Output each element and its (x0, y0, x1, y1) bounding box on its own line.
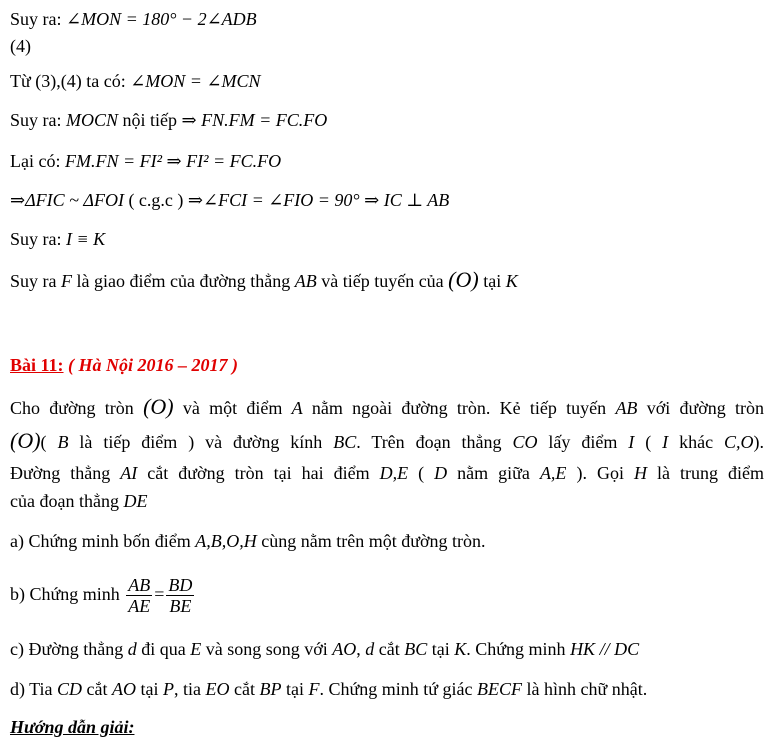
math: H (633, 463, 647, 483)
denominator: BE (169, 596, 192, 617)
text: và tiếp tuyến của (316, 271, 449, 291)
math: (O) (143, 394, 174, 419)
math: MOCN (66, 110, 119, 130)
text: d) Tia (10, 679, 58, 699)
fraction (126, 575, 152, 616)
text: tại (478, 271, 506, 291)
text: Suy ra (10, 271, 61, 291)
text: , (356, 639, 366, 659)
text: ( c.g.c ) (123, 190, 188, 210)
question-a (10, 530, 486, 552)
problem-line-4 (10, 490, 147, 512)
text: tại (281, 679, 309, 699)
text: . Chứng minh (466, 639, 571, 659)
math: d (365, 639, 375, 659)
text: là trung điểm (646, 463, 765, 483)
text: nằm ngoài đường tròn. Kẻ tiếp tuyến (302, 398, 616, 418)
line-8 (10, 269, 518, 292)
math: EO (205, 679, 230, 699)
text: . Chứng minh tứ giác (319, 679, 478, 699)
math: P (163, 679, 175, 699)
text: a) Chứng minh bốn điểm (10, 531, 196, 551)
math: d (127, 639, 137, 659)
numerator: BD (168, 575, 193, 596)
text: Từ (3),(4) ta có: (10, 71, 131, 91)
math: AO (332, 639, 357, 659)
text: Suy ra: (10, 110, 66, 130)
math: (O) (448, 267, 479, 292)
text: và một điểm (173, 398, 292, 418)
text: ( (408, 463, 435, 483)
text: nội tiếp (118, 110, 182, 130)
numerator: AB (128, 575, 151, 596)
text: Suy ra: (10, 229, 66, 249)
math: ⇒∠FCI = ∠FIO = 90° ⇒ IC ⊥ AB (187, 190, 450, 210)
math: BC (333, 432, 357, 452)
math: DE (123, 491, 148, 511)
math: A,E (539, 463, 567, 483)
text: cắt đường tròn tại hai điểm (137, 463, 380, 483)
text: là tiếp điểm ) và đường kính (68, 432, 334, 452)
text: tại (427, 639, 455, 659)
line-2 (10, 35, 31, 57)
text: tại (136, 679, 164, 699)
math: A,B,O,H (195, 531, 257, 551)
text: nằm giữa (447, 463, 540, 483)
math: BP (259, 679, 282, 699)
math: FM.FN = FI² ⇒ FI² = FC.FO (64, 151, 282, 171)
text: ( (634, 432, 663, 452)
math: AB (615, 398, 638, 418)
text: b) Chứng minh (10, 584, 125, 604)
math: CO (512, 432, 538, 452)
text: ). (753, 432, 765, 452)
text: Cho đường tròn (10, 398, 144, 418)
text: , tia (174, 679, 206, 699)
problem-line-2 (10, 430, 764, 453)
text: của đoạn thẳng (10, 491, 124, 511)
math: K (505, 271, 518, 291)
text: Đường thẳng (10, 463, 121, 483)
math: D,E (379, 463, 409, 483)
math: F (61, 271, 72, 291)
math: CD (57, 679, 83, 699)
text: cắt (82, 679, 113, 699)
text: cắt (229, 679, 260, 699)
math: E (190, 639, 202, 659)
equals-sign: = (154, 584, 165, 604)
line-3 (10, 70, 261, 92)
text: c) Đường thẳng (10, 639, 128, 659)
text: . Trên đoạn thẳng (356, 432, 513, 452)
math: HK // DC (570, 639, 640, 659)
problem-source: ( Hà Nội 2016 – 2017 ) (63, 355, 239, 375)
solution-heading: Hướng dẫn giải: (10, 717, 135, 737)
text: (4) (10, 36, 31, 56)
math: I (628, 432, 635, 452)
question-c (10, 638, 639, 660)
math: ∠MON = ∠MCN (130, 71, 261, 91)
question-d (10, 678, 647, 700)
text: lấy điểm (537, 432, 629, 452)
text: với đường tròn (637, 398, 765, 418)
text: đi qua (136, 639, 191, 659)
problem-line-3 (10, 462, 764, 484)
math: ∠MON = 180° − 2∠ADB (66, 9, 257, 29)
math: BC (404, 639, 428, 659)
denominator: AE (128, 596, 151, 617)
math: I (662, 432, 669, 452)
math: A (291, 398, 303, 418)
problem-heading (10, 354, 238, 376)
math: I ≡ K (66, 229, 106, 249)
math: C,O (724, 432, 754, 452)
text: và song song với (201, 639, 333, 659)
math: AB (294, 271, 317, 291)
math: K (454, 639, 467, 659)
text: ( (40, 432, 58, 452)
text: ). Gọi (566, 463, 634, 483)
math: F (308, 679, 320, 699)
math: ⇒ΔFIC ~ ΔFOI (10, 190, 124, 210)
line-1 (10, 8, 257, 30)
text: Suy ra: (10, 9, 66, 29)
math: B (57, 432, 69, 452)
math: ⇒ FN.FM = FC.FO (181, 110, 328, 130)
text: là giao điểm của đường thẳng (72, 271, 295, 291)
line-4 (10, 109, 327, 131)
text: cùng nằm trên một đường tròn. (256, 531, 486, 551)
math: AO (112, 679, 137, 699)
problem-number: Bài 11: (10, 355, 64, 375)
math: BECF (477, 679, 523, 699)
math: AI (120, 463, 138, 483)
text: cắt (374, 639, 405, 659)
text: Lại có: (10, 151, 65, 171)
math: D (434, 463, 448, 483)
math: (O) (10, 428, 41, 453)
line-5 (10, 150, 281, 172)
text: là hình chữ nhật. (522, 679, 648, 699)
line-6 (10, 189, 449, 211)
problem-line-1 (10, 396, 764, 419)
text: khác (668, 432, 725, 452)
fraction (166, 575, 194, 616)
line-7 (10, 228, 105, 250)
question-b (10, 572, 196, 616)
